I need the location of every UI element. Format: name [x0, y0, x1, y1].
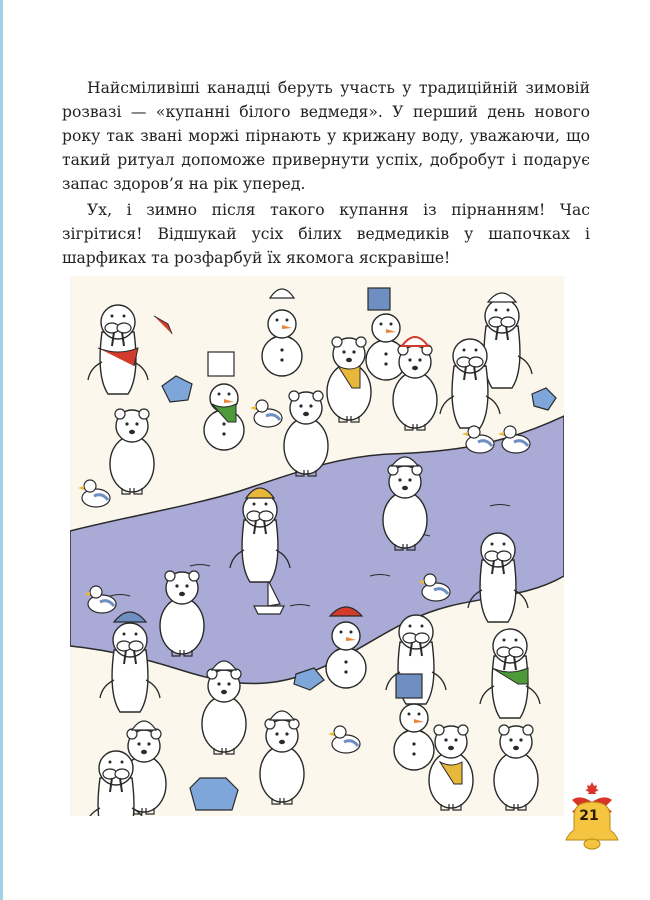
illustration-svg — [70, 276, 564, 816]
body-text — [62, 76, 590, 272]
page-edge — [0, 0, 3, 900]
paragraph-1: Найсміливіші канадці беруть участь у традиційній зимовій розвазі — «купанні білого ведмедя». У перший день нового року так звані моржі пірнають у крижану воду, уважаючи, що такий ритуал допоможе привернути успіх, добробут і подарує запас здоров’я на рік уперед. — [62, 79, 590, 193]
coloring-illustration — [70, 276, 564, 816]
paragraph-2: Ух, і зимно після такого купання із пірнанням! Час зігрітися! Відшукай усіх білих ведмедиків у шапочках і шарфиках та розфарбуй їх якомога яскравіше! — [62, 201, 590, 267]
page-number: 21 — [579, 808, 599, 824]
